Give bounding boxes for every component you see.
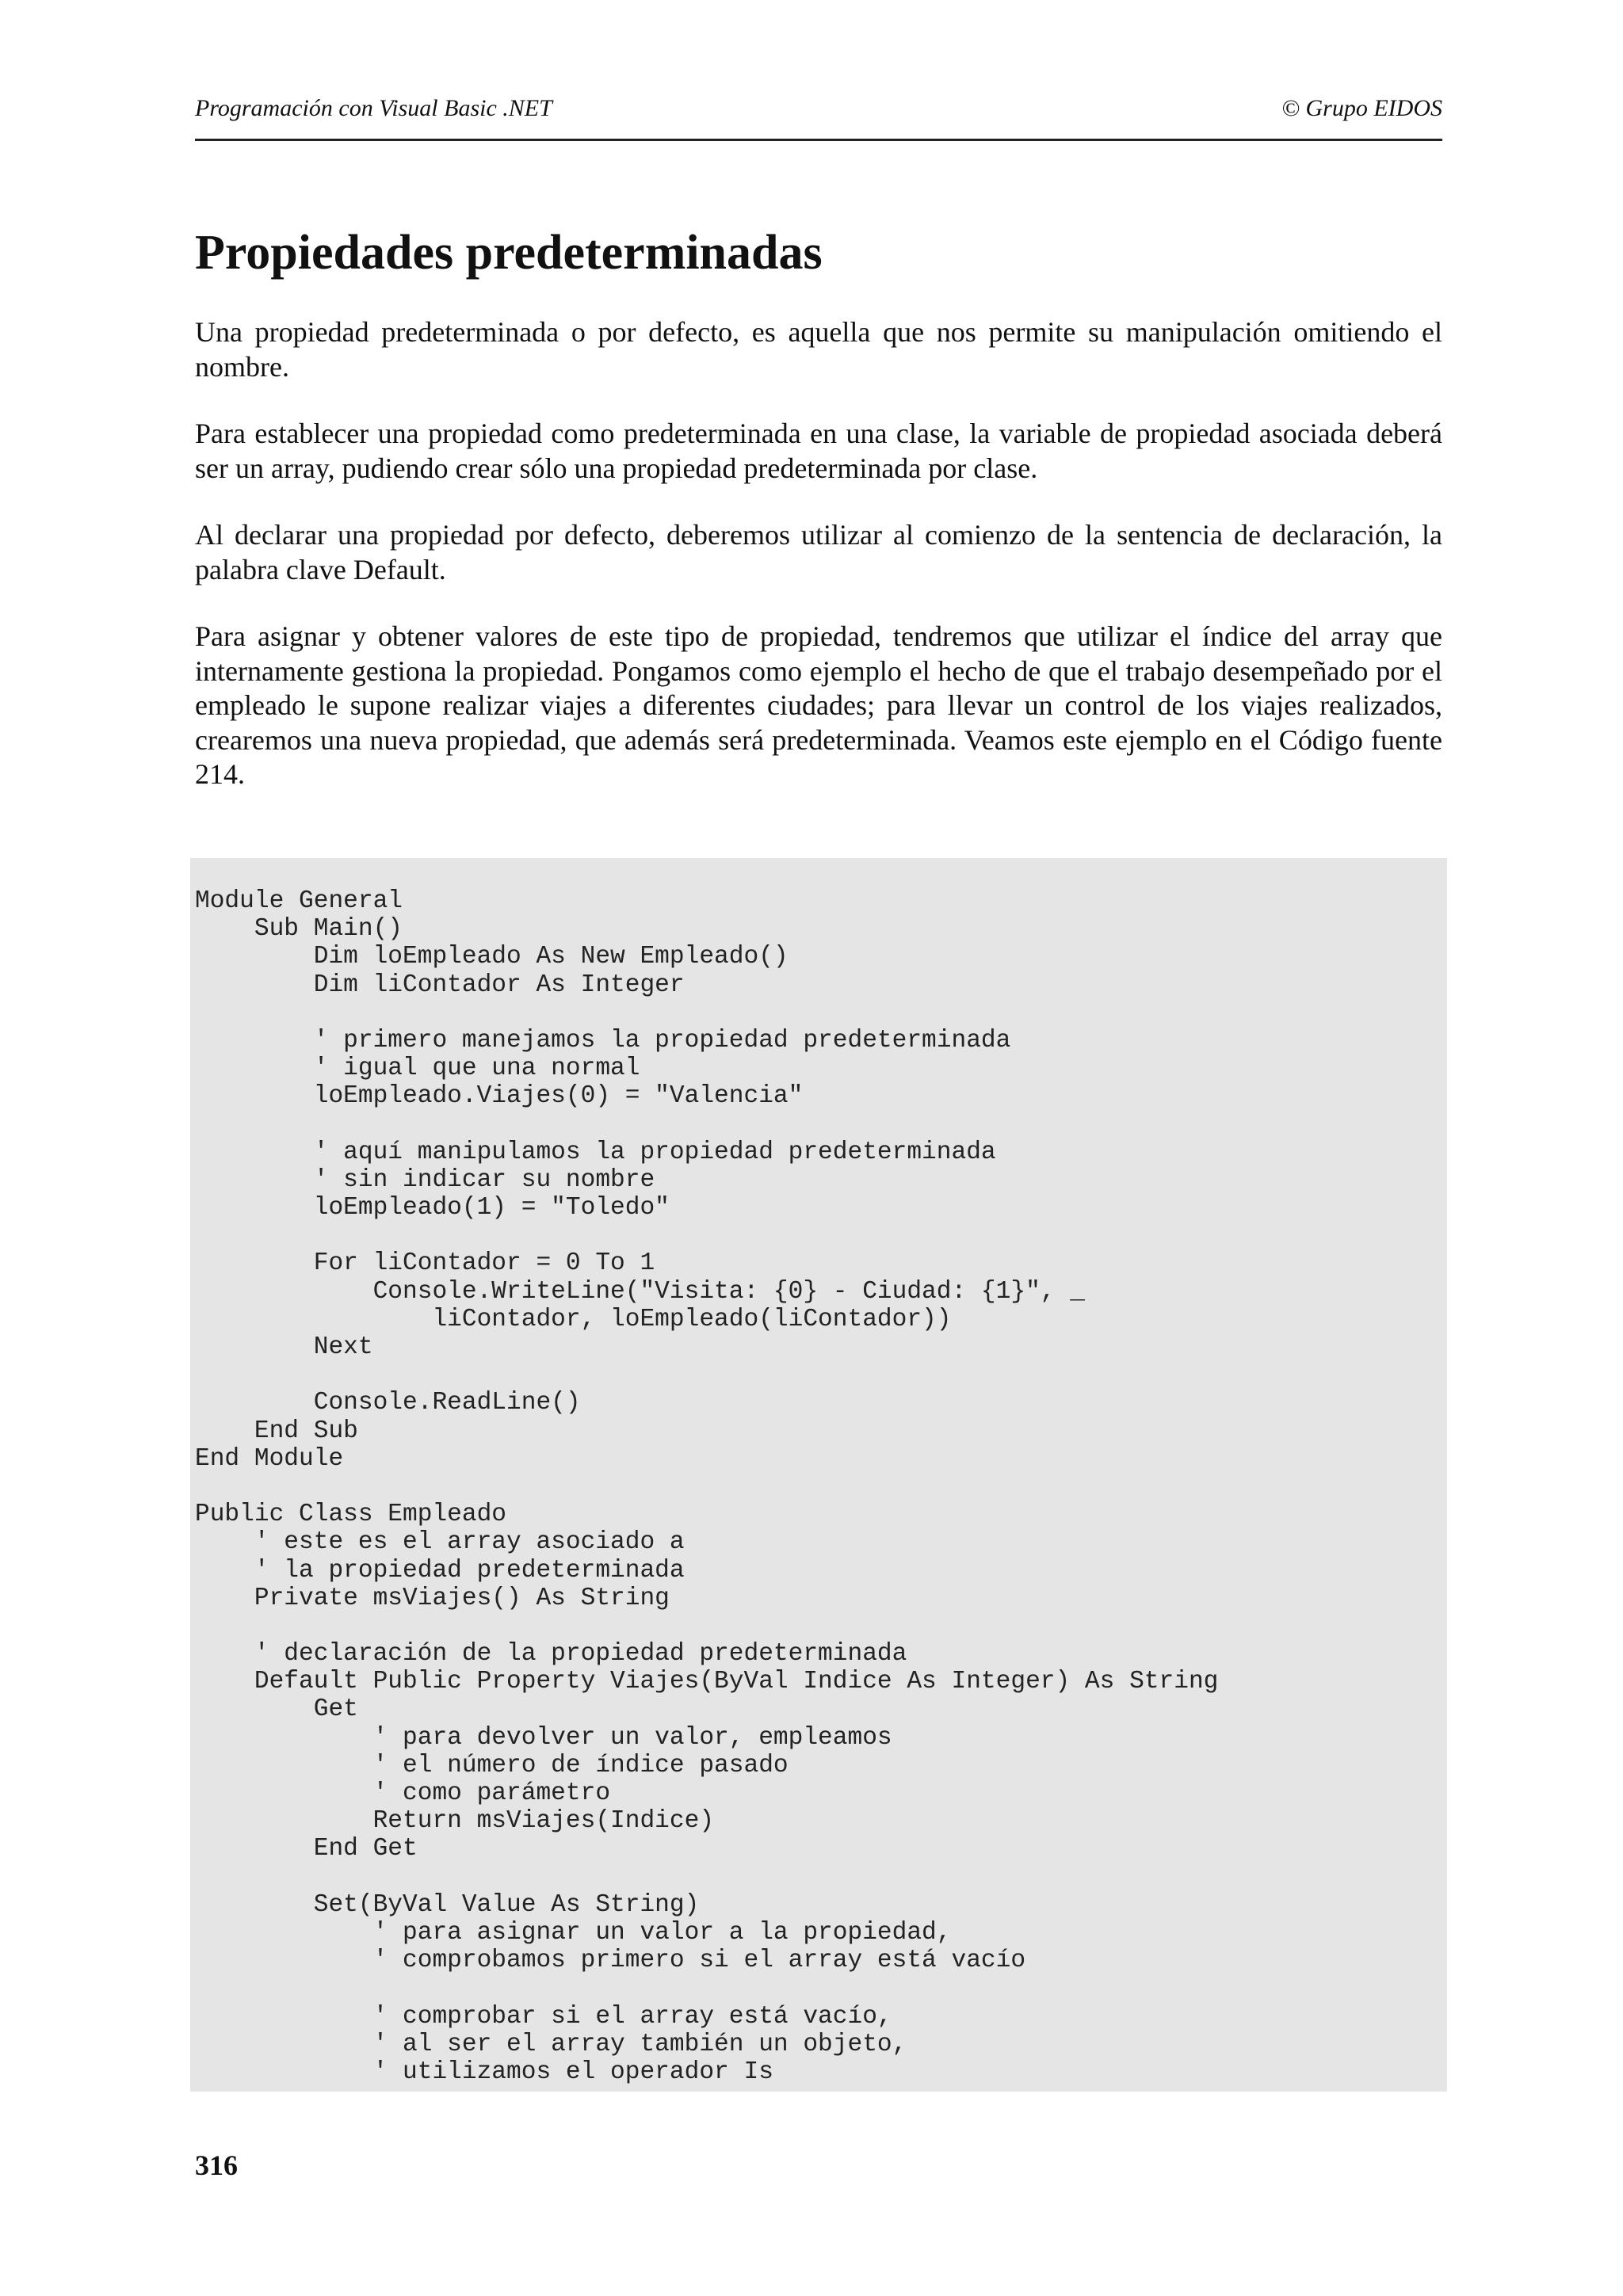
code-line: ' para devolver un valor, empleamos: [195, 1723, 892, 1752]
code-line: ' igual que una normal: [195, 1055, 640, 1083]
code-line: ' la propiedad predeterminada: [195, 1556, 685, 1585]
code-line: ' este es el array asociado a: [195, 1528, 685, 1557]
code-line: Get: [195, 1695, 358, 1724]
code-line: Console.WriteLine("Visita: {0} - Ciudad: {1}", _: [195, 1277, 1085, 1306]
body-text: [195, 315, 1442, 825]
code-line: Dim liContador As Integer: [195, 971, 685, 999]
header-publisher: © Grupo EIDOS: [1281, 95, 1442, 121]
header-book-title: Programación con Visual Basic .NET: [195, 95, 552, 121]
code-line: Set(ByVal Value As String): [195, 1890, 700, 1919]
code-line: Private msViajes() As String: [195, 1584, 670, 1612]
code-line: ' primero manejamos la propiedad predeterminada: [195, 1026, 1011, 1055]
code-line: Next: [195, 1333, 373, 1361]
code-line: loEmpleado(1) = "Toledo": [195, 1194, 670, 1222]
code-line: Dim loEmpleado As New Empleado(): [195, 943, 789, 971]
code-line: Default Public Property Viajes(ByVal Indice As Integer) As String: [195, 1668, 1219, 1696]
code-line: Console.ReadLine(): [195, 1389, 581, 1417]
code-line: End Module: [195, 1444, 344, 1473]
code-line: ' comprobamos primero si el array está vacío: [195, 1947, 1026, 1975]
code-line: ' declaración de la propiedad predeterminada: [195, 1640, 907, 1669]
code-line: [195, 1222, 1447, 1249]
paragraph-3: Al declarar una propiedad por defecto, deberemos utilizar al comienzo de la sentencia de declaración, la palabra clave Default.: [195, 519, 1442, 585]
page-number: 316: [195, 2149, 238, 2181]
running-header: [195, 95, 1442, 141]
code-line: [195, 1473, 1447, 1501]
code-line: [195, 1974, 1447, 2002]
code-line: liContador, loEmpleado(liContador)): [195, 1305, 952, 1333]
code-line: loEmpleado.Viajes(0) = "Valencia": [195, 1082, 804, 1111]
code-line: ' como parámetro: [195, 1779, 611, 1807]
code-line: Public Class Empleado: [195, 1501, 507, 1529]
paragraph-4: Para asignar y obtener valores de este tipo de propiedad, tendremos que utilizar el índice del array que internamente gestiona la propiedad. Pongamos como ejemplo el hecho de que el trabajo desempeñado por el empleado le supone realizar viajes a diferentes ciudades; para llevar un control de los viajes realizados, crearemos una nueva propiedad, que además será predeterminada. Veamos este ejemplo en el Código fuente 214.: [195, 620, 1442, 790]
code-line: ' aquí manipulamos la propiedad predeterminada: [195, 1138, 996, 1166]
code-line: [195, 1111, 1447, 1138]
code-line: [195, 1863, 1447, 1891]
code-line: Module General: [195, 887, 403, 915]
code-line: [195, 999, 1447, 1027]
code-line: ' para asignar un valor a la propiedad,: [195, 1918, 952, 1947]
code-line: ' sin indicar su nombre: [195, 1165, 655, 1194]
section-title: Propiedades predeterminadas: [195, 226, 823, 280]
code-line: ' comprobar si el array está vacío,: [195, 2002, 892, 2031]
code-line: [195, 1361, 1447, 1389]
paragraph-1: Una propiedad predeterminada o por defecto, es aquella que nos permite su manipulación omitiendo el nombre.: [195, 316, 1442, 383]
code-line: [195, 1612, 1447, 1640]
code-line: ' utilizamos el operador Is: [195, 2058, 773, 2086]
code-listing: [190, 858, 1447, 2092]
paragraph-2: Para establecer una propiedad como predeterminada en una clase, la variable de propiedad asociada deberá ser un array, pudiendo crear sólo una propiedad predeterminada por clase.: [195, 418, 1442, 484]
code-line: ' al ser el array también un objeto,: [195, 2030, 907, 2058]
code-line: End Get: [195, 1835, 418, 1863]
code-line: End Sub: [195, 1417, 358, 1445]
code-line: For liContador = 0 To 1: [195, 1249, 655, 1278]
code-line: Return msViajes(Indice): [195, 1807, 715, 1836]
code-line: ' el número de índice pasado: [195, 1751, 789, 1779]
code-line: Sub Main(): [195, 915, 403, 944]
